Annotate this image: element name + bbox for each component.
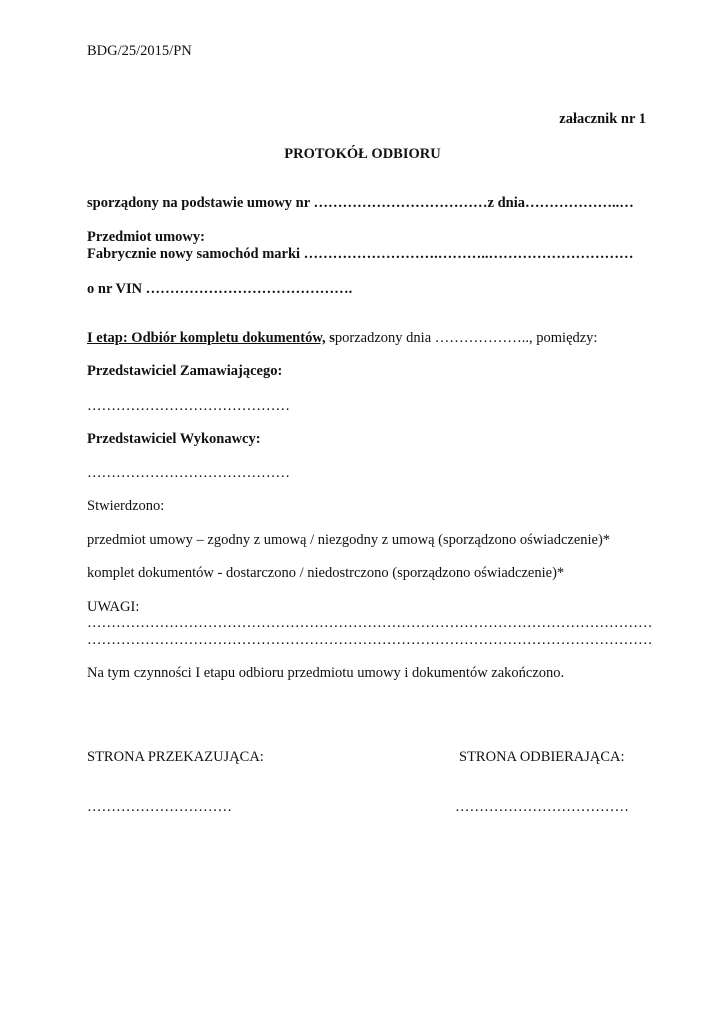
stage-line (87, 329, 597, 347)
findings-label: Stwierdzono: (87, 498, 165, 514)
stage-title: I etap: Odbiór kompletu dokumentów, (87, 330, 326, 346)
subject-label: Przedmiot umowy: (87, 229, 205, 245)
document-number: BDG/25/2015/PN (87, 43, 192, 59)
handing-party-signature-blank: ………………………… (87, 799, 232, 815)
ordering-party-blank: …………………………………… (87, 398, 290, 414)
page-title: PROTOKÓŁ ODBIORU (284, 146, 441, 162)
remarks-label: UWAGI: (87, 599, 140, 615)
remarks-line-2: ……………………………………………………………………………………………………… (87, 632, 653, 648)
findings-item-2: komplet dokumentów - dostarczono / niedostrczono (sporządzono oświadczenie)* (87, 565, 565, 581)
stage-rest-bold: s (325, 330, 335, 346)
receiving-party-label: STRONA ODBIERAJĄCA: (459, 749, 625, 765)
vin-line: o nr VIN ……………………………………. (87, 281, 353, 297)
handing-party-label: STRONA PRZEKAZUJĄCA: (87, 749, 264, 765)
stage-rest: porzadzony dnia ……………….., pomiędzy: (334, 330, 598, 346)
remarks-line-1: ……………………………………………………………………………………………………… (87, 615, 653, 631)
receiving-party-signature-blank: ……………………………… (455, 799, 629, 815)
contract-line: sporządony na podstawie umowy nr ………………………………z dnia………………..… (87, 195, 634, 211)
vehicle-line: Fabrycznie nowy samochód marki ……………………….………..………………………… (87, 246, 634, 262)
findings-item-1: przedmiot umowy – zgodny z umową / niezgodny z umową (sporządzono oświadczenie)* (87, 532, 611, 548)
contractor-blank: …………………………………… (87, 465, 290, 481)
contractor-label: Przedstawiciel Wykonawcy: (87, 431, 261, 447)
attachment-label: załacznik nr 1 (559, 111, 646, 127)
closing-statement: Na tym czynności I etapu odbioru przedmiotu umowy i dokumentów zakończono. (87, 665, 565, 681)
ordering-party-label: Przedstawiciel Zamawiającego: (87, 363, 283, 379)
